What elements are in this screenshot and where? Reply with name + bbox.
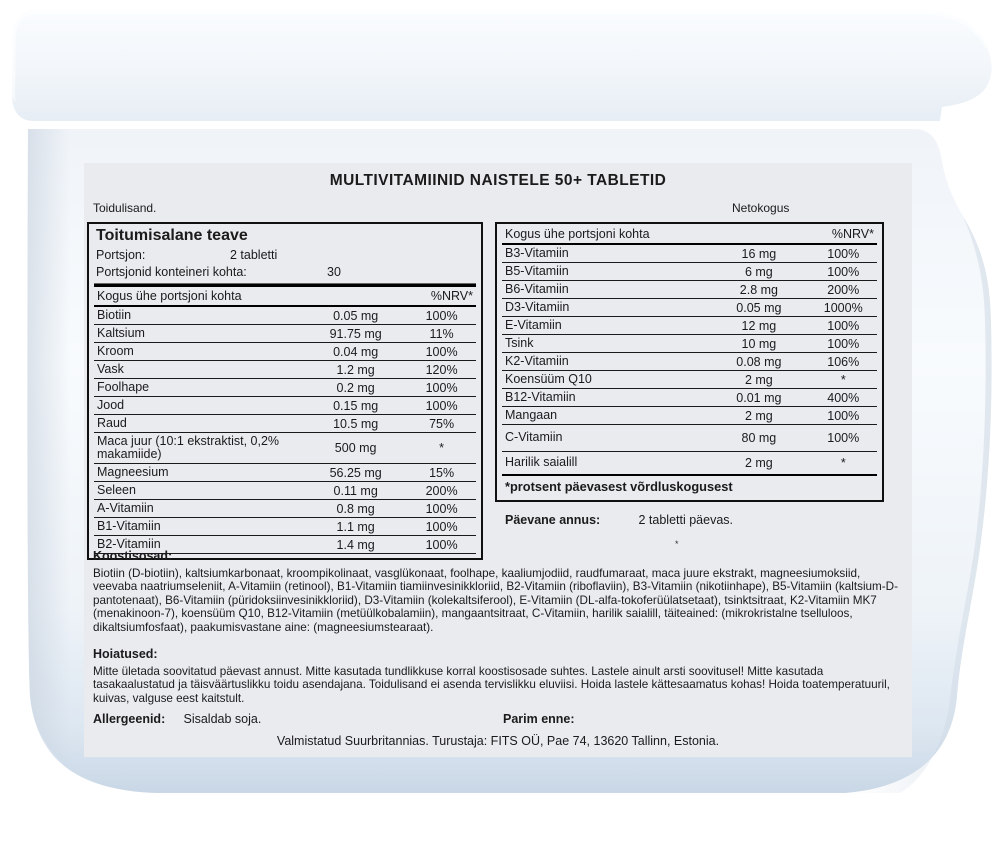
best-before-label: Parim enne: <box>503 712 575 726</box>
product-title: MULTIVITAMIINID NAISTELE 50+ TABLETID <box>329 172 667 189</box>
nutrient-amount: 2 mg <box>744 372 773 387</box>
amount-column-header: Kogus ühe portsjoni kohta <box>97 289 242 303</box>
ingredients-heading: Koostisosad: <box>93 549 173 563</box>
nutrient-row <box>502 245 877 263</box>
ingredients-text: Biotiin (D-biotiin), kaltsiumkarbonaat, kroompikolinaat, vasglükonaat, foolhape, kaaliumjodiid, raudfumaraat, maca juure ekstrakt, magneesiumoksiid, veevaba naatriumseleniit, A-Vitamiin (retinool), B1-Vitamiin tiamiinvesinikkloriid, B2-Vitamiin (riboflaviin), B3-Vitamiin (nikotiinhape), B5-Vitamiin (kaltsium-D-pantotenaat), B6-Vitamiin (püridoksiinvesinikkloriid), D3-Vitamiin (kolekaltsiferool), E-Vitamiin (DL-alfa-tokoferüülatsetaat), tsinktsitraat, K2-Vitamiin MK7 (menakinoon-7), koensüüm Q10, B12-Vitamiin (metüülkobalamiin), mangaantsitraat, C-Vitamiin, harilik saialill, täiteained: (mikrokristalne tselluloos, dikaltsiumfosfaat), paakumisvastane aine: (magneesiumstearaat). <box>93 567 899 634</box>
nutrient-nrv: 200% <box>827 282 860 297</box>
nutrient-amount: 10 mg <box>741 336 777 351</box>
nutrient-name: B12-Vitamiin <box>505 389 576 404</box>
nutrient-row <box>94 433 476 464</box>
product-label <box>84 163 912 757</box>
servings-per-container-label: Portsjonid konteineri kohta: <box>96 265 247 279</box>
nutrient-amount: 1.4 mg <box>336 537 375 552</box>
nutrient-name: C-Vitamiin <box>505 430 563 445</box>
nutrient-nrv: 11% <box>429 326 454 341</box>
nutrient-name: B3-Vitamiin <box>505 245 569 260</box>
nutrient-amount: 2 mg <box>744 408 773 423</box>
nutrient-name: B2-Vitamiin <box>97 536 161 551</box>
nutrient-amount: 12 mg <box>741 318 777 333</box>
nutrient-nrv: 400% <box>827 390 860 405</box>
nutrient-name: Foolhape <box>97 379 150 394</box>
nutrient-row <box>502 281 877 299</box>
nutrient-name: B6-Vitamiin <box>505 281 569 296</box>
nutrient-amount: 0.2 mg <box>336 380 375 395</box>
servings-per-container-value: 30 <box>327 265 341 279</box>
nrv-column-header: %NRV* <box>831 227 874 241</box>
nutrient-name: B5-Vitamiin <box>505 263 569 278</box>
nutrient-name: K2-Vitamiin <box>505 353 569 368</box>
nrv-footnote: *protsent päevasest võrdluskogusest <box>505 479 733 494</box>
net-quantity-text: Netokogus <box>732 201 790 215</box>
nutrient-amount: 0.8 mg <box>336 501 375 516</box>
nutrient-row <box>502 407 877 425</box>
nutrient-amount: 0.08 mg <box>736 354 782 369</box>
nutrient-row <box>502 371 877 389</box>
nutrient-amount: 10.5 mg <box>333 416 379 431</box>
nutrient-name: Harilik saialill <box>505 455 578 470</box>
nutrient-amount: 16 mg <box>741 246 777 261</box>
nutrient-nrv: 120% <box>425 362 458 377</box>
nutrient-name: A-Vitamiin <box>97 500 154 515</box>
nutrient-amount: 6 mg <box>744 264 773 279</box>
nutrient-name: Magneesium <box>97 464 169 479</box>
nutrient-row <box>502 353 877 371</box>
nutrient-row <box>502 335 877 353</box>
nutrient-nrv: 100% <box>425 308 458 323</box>
serving-size-label: Portsjon: <box>96 248 146 262</box>
nutrient-row <box>502 317 877 335</box>
nutrient-nrv: 100% <box>827 431 860 445</box>
nutrient-row <box>502 299 877 317</box>
nutrient-rows <box>94 307 476 554</box>
nutrient-nrv: * <box>840 372 846 387</box>
ingredients-section <box>93 549 906 634</box>
nutrient-name: D3-Vitamiin <box>505 299 570 314</box>
nutrient-row <box>94 361 476 379</box>
column-header-row <box>94 284 476 307</box>
nutrient-row <box>94 343 476 361</box>
nutrition-table-title: Toitumisalane teave <box>96 227 248 244</box>
nutrient-row <box>94 325 476 343</box>
nutrient-row <box>94 307 476 325</box>
nutrient-row <box>94 500 476 518</box>
warnings-section <box>93 647 906 705</box>
nutrient-row <box>94 415 476 433</box>
allergens-label: Allergeenid: <box>93 712 166 726</box>
nutrient-name: E-Vitamiin <box>505 317 562 332</box>
daily-dose-label: Päevane annus: <box>505 513 601 527</box>
nutrient-row <box>94 518 476 536</box>
nutrient-name: Raud <box>97 415 127 430</box>
nutrient-nrv: * <box>439 441 445 455</box>
nutrient-name: Vask <box>97 361 124 376</box>
nutrient-row <box>94 482 476 500</box>
nutrient-amount: 2 mg <box>744 456 773 470</box>
nutrient-nrv: 200% <box>425 483 458 498</box>
nutrient-nrv: 100% <box>425 537 458 552</box>
nutrient-nrv: 100% <box>425 344 458 359</box>
nutrient-nrv: 100% <box>425 380 458 395</box>
servings-per-container-row <box>94 264 476 284</box>
nutrient-name: Seleen <box>97 482 136 497</box>
column-header-row <box>502 224 877 245</box>
nutrition-table-right <box>495 222 884 502</box>
nutrient-amount: 0.04 mg <box>333 344 379 359</box>
asterisk-mark: * <box>675 539 679 549</box>
nutrient-amount: 0.05 mg <box>736 300 782 315</box>
bottle-lid <box>12 10 992 121</box>
nutrient-amount: 500 mg <box>334 441 377 455</box>
nutrient-row <box>94 379 476 397</box>
nutrition-table-left <box>87 222 483 560</box>
nutrient-amount: 91.75 mg <box>329 326 382 341</box>
warnings-text: Mitte ületada soovitatud päevast annust. Mitte kasutada tundlikkuse korral koostisosade suhtes. Lastele ainult arsti soovitusel! Mitte kasutada tasakaalustatud ja täisväärtuslikku toidu asendajana. Toidulisand ei asenda tervislikku eluviisi. Hoida lastele kättesaamatus kohas! Hoida toatemperatuuril, kuivas, valguse eest kaitstult. <box>93 665 890 705</box>
nutrient-name: Jood <box>97 397 125 412</box>
nutrient-amount: 0.05 mg <box>333 308 379 323</box>
nutrient-nrv: 100% <box>425 398 458 413</box>
supplement-type-text: Toidulisand. <box>93 201 157 215</box>
nutrient-nrv: 1000% <box>823 300 863 315</box>
serving-size-value: 2 tabletti <box>230 248 278 262</box>
nutrient-nrv: 100% <box>827 336 860 351</box>
nutrient-nrv: 100% <box>425 519 458 534</box>
allergens-row <box>93 712 906 726</box>
nutrient-nrv: 100% <box>827 318 860 333</box>
nutrient-amount: 0.15 mg <box>333 398 379 413</box>
nutrient-name: B1-Vitamiin <box>97 518 161 533</box>
nutrient-name: Maca juur (10:1 ekstraktist, 0,2% makamiide) <box>97 433 280 461</box>
nutrient-row <box>94 464 476 482</box>
manufacturer-line: Valmistatud Suurbritannias. Turustaja: FITS OÜ, Pae 74, 13620 Tallinn, Estonia. <box>276 734 720 748</box>
nutrient-row <box>502 389 877 407</box>
warnings-heading: Hoiatused: <box>93 647 158 661</box>
nutrient-name: Kaltsium <box>97 325 145 340</box>
allergens-value: Sisaldab soja. <box>183 712 262 726</box>
daily-dose-row <box>505 513 733 549</box>
nutrient-amount: 0.01 mg <box>736 390 782 405</box>
nutrient-amount: 0.11 mg <box>333 483 378 498</box>
nutrient-row <box>94 397 476 415</box>
nutrient-row <box>502 425 877 452</box>
nutrient-amount: 1.2 mg <box>336 362 375 377</box>
nutrient-name: Koensüüm Q10 <box>505 371 592 386</box>
nutrient-name: Kroom <box>97 343 134 358</box>
nutrient-name: Tsink <box>505 335 534 350</box>
nrv-column-header: %NRV* <box>430 289 473 303</box>
nutrient-amount: 1.1 mg <box>336 519 375 534</box>
nutrient-nrv: 15% <box>429 465 455 480</box>
nutrient-name: Biotiin <box>97 307 132 322</box>
nutrient-row <box>502 452 877 476</box>
nutrient-nrv: 100% <box>827 264 860 279</box>
nutrient-row <box>502 263 877 281</box>
nutrient-nrv: 100% <box>827 246 860 261</box>
nutrient-amount: 80 mg <box>741 431 777 445</box>
nutrient-amount: 56.25 mg <box>329 465 382 480</box>
nutrient-name: Mangaan <box>505 407 558 422</box>
nutrient-nrv: 100% <box>425 501 458 516</box>
nutrient-nrv: 100% <box>827 408 860 423</box>
nutrient-amount: 2.8 mg <box>739 282 778 297</box>
amount-column-header: Kogus ühe portsjoni kohta <box>505 227 650 241</box>
serving-size-row <box>94 247 476 264</box>
nutrient-nrv: * <box>840 456 846 470</box>
nutrient-rows <box>502 245 877 476</box>
daily-dose-value: 2 tabletti päevas. <box>638 513 733 527</box>
nutrient-nrv: 75% <box>429 416 455 431</box>
nutrient-nrv: 106% <box>827 354 860 369</box>
